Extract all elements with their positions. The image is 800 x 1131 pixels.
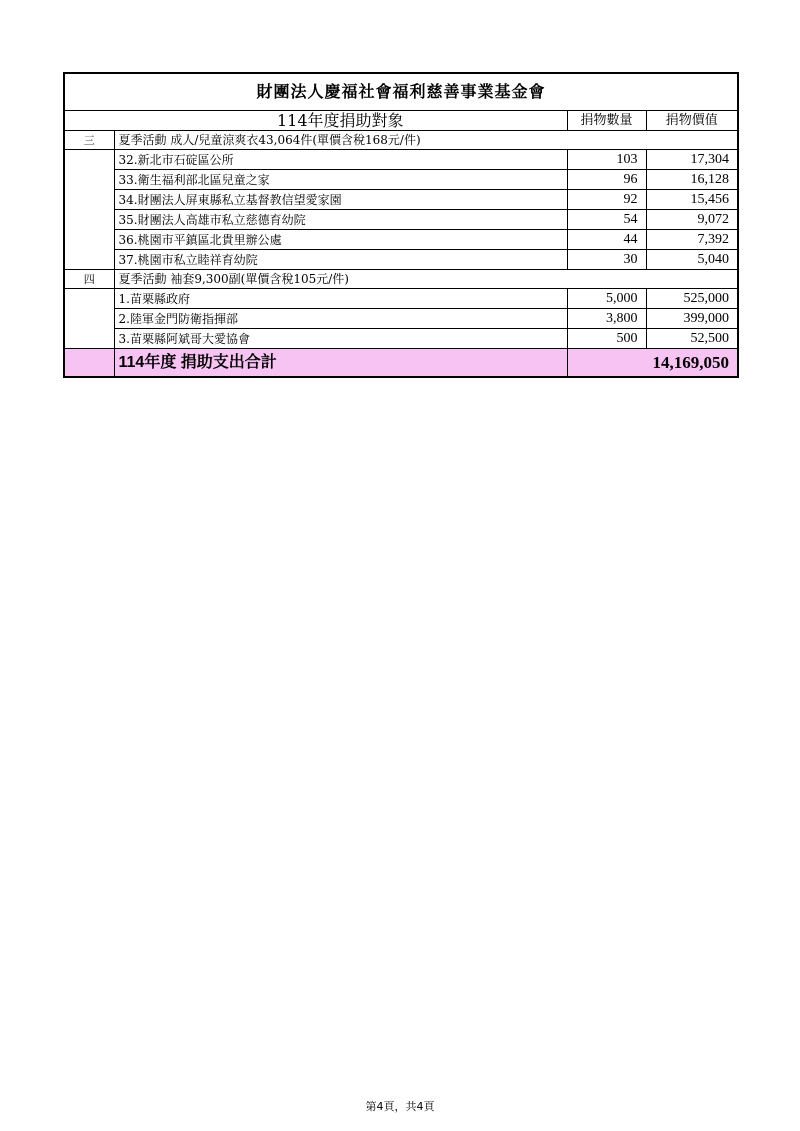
total-label: 114年度 捐助支出合計 <box>114 349 567 378</box>
recipient-name: 1.苗栗縣政府 <box>114 289 567 309</box>
recipient-name: 35.財團法人高雄市私立慈德育幼院 <box>114 210 567 230</box>
recipient-name: 2.陸軍金門防衛指揮部 <box>114 309 567 329</box>
table-row <box>64 190 738 210</box>
table-row <box>64 329 738 349</box>
recipient-name: 32.新北市石碇區公所 <box>114 150 567 170</box>
donation-qty: 30 <box>567 250 646 270</box>
total-spacer <box>64 349 114 378</box>
header-subject: 114年度捐助對象 <box>114 111 567 131</box>
section-number: 三 <box>64 131 114 150</box>
donation-value: 17,304 <box>646 150 738 170</box>
table-row <box>64 309 738 329</box>
table-row <box>64 289 738 309</box>
total-value: 14,169,050 <box>567 349 738 378</box>
donation-qty: 103 <box>567 150 646 170</box>
donation-qty: 44 <box>567 230 646 250</box>
header-blank <box>64 111 114 131</box>
header-value: 捐物價值 <box>646 111 738 131</box>
donation-value: 52,500 <box>646 329 738 349</box>
recipient-name: 34.財團法人屏東縣私立基督教信望愛家園 <box>114 190 567 210</box>
donation-value: 525,000 <box>646 289 738 309</box>
section-row <box>64 131 738 150</box>
section-spacer <box>64 289 114 349</box>
donation-value: 9,072 <box>646 210 738 230</box>
sheet-title: 財團法人慶福社會福利慈善事業基金會 <box>64 73 738 111</box>
total-row <box>64 349 738 378</box>
table-row <box>64 170 738 190</box>
table-row <box>64 230 738 250</box>
recipient-name: 3.苗栗縣阿斌哥大愛協會 <box>114 329 567 349</box>
section-row <box>64 270 738 289</box>
donation-value: 5,040 <box>646 250 738 270</box>
donation-qty: 92 <box>567 190 646 210</box>
donation-value: 15,456 <box>646 190 738 210</box>
section-description: 夏季活動 袖套9,300副(單價含稅105元/件) <box>114 270 738 289</box>
header-row <box>64 111 738 131</box>
donation-qty: 5,000 <box>567 289 646 309</box>
page-footer: 第4頁，共4頁 <box>365 1100 435 1113</box>
donation-qty: 96 <box>567 170 646 190</box>
donation-value: 399,000 <box>646 309 738 329</box>
table-row <box>64 250 738 270</box>
recipient-name: 37.桃園市私立睦祥育幼院 <box>114 250 567 270</box>
header-qty: 捐物數量 <box>567 111 646 131</box>
donation-qty: 3,800 <box>567 309 646 329</box>
title-row <box>64 73 738 111</box>
donation-table <box>63 72 739 378</box>
table-row <box>64 210 738 230</box>
table-row <box>64 150 738 170</box>
recipient-name: 33.衛生福利部北區兒童之家 <box>114 170 567 190</box>
section-number: 四 <box>64 270 114 289</box>
section-spacer <box>64 150 114 270</box>
donation-sheet <box>63 72 737 378</box>
section-description: 夏季活動 成人/兒童涼爽衣43,064件(單價含稅168元/件) <box>114 131 738 150</box>
donation-qty: 500 <box>567 329 646 349</box>
donation-qty: 54 <box>567 210 646 230</box>
donation-value: 16,128 <box>646 170 738 190</box>
donation-value: 7,392 <box>646 230 738 250</box>
recipient-name: 36.桃園市平鎮區北貴里辦公處 <box>114 230 567 250</box>
